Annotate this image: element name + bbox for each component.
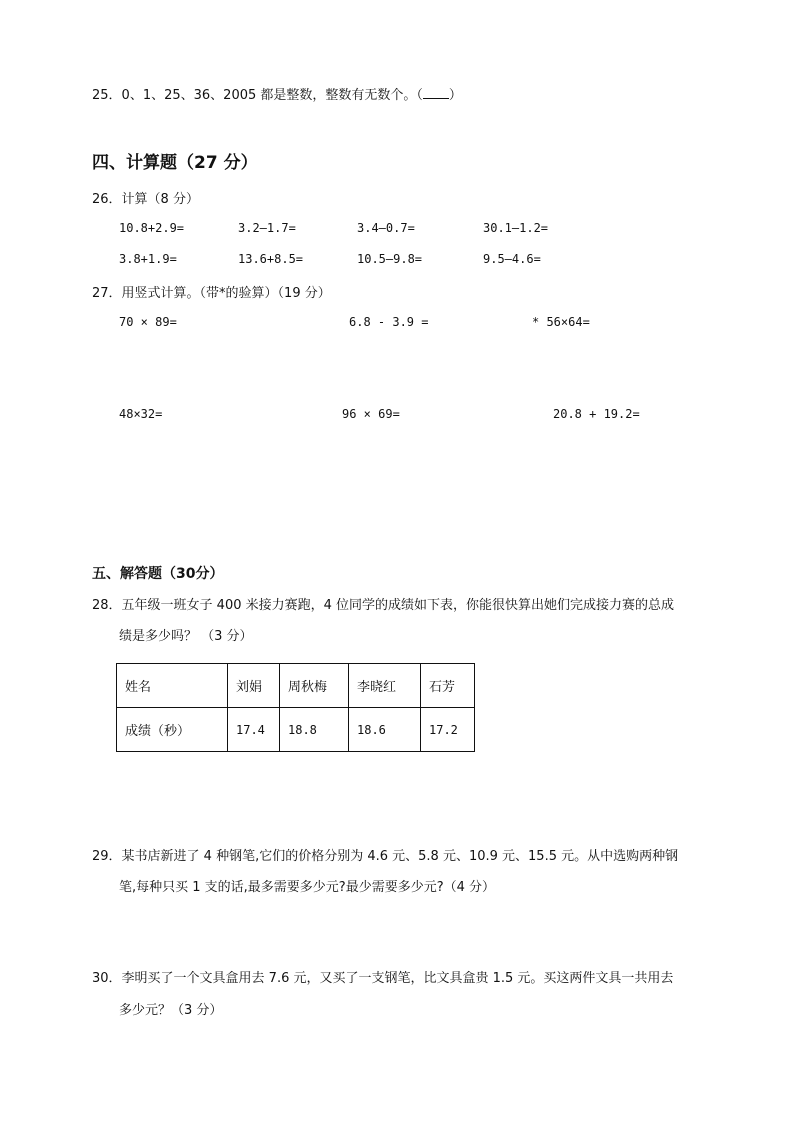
question-30-line2: 多少元？（3 分） — [119, 1003, 223, 1018]
question-25-close: ） — [448, 88, 462, 103]
vertical-calc-item: 96 × 69= — [342, 407, 400, 421]
calc-item: 3.4—0.7= — [357, 221, 415, 235]
calc-item: 30.1—1.2= — [483, 221, 549, 235]
table-header-cell: 刘娟 — [228, 664, 280, 708]
answer-blank[interactable] — [423, 86, 449, 99]
question-25-text: 25．0、1、25、36、2005 都是整数，整数有无数个。（ — [92, 88, 423, 103]
table-row — [117, 664, 475, 708]
question-28-line1: 28．五年级一班女子 400 米接力赛跑，4 位同学的成绩如下表，你能很快算出她们完成接力赛的总成 — [92, 598, 675, 613]
vertical-calc-item: 70 × 89= — [119, 315, 177, 329]
question-30-line1: 30．李明买了一个文具盒用去 7.6 元，又买了一支钢笔，比文具盒贵 1.5 元。买这两件文具一共用去 — [92, 971, 674, 986]
question-28-line2: 绩是多少吗？ （3 分） — [119, 629, 253, 644]
calc-item: 10.8+2.9= — [119, 221, 185, 235]
table-cell: 18.8 — [280, 708, 349, 752]
calc-item: 3.8+1.9= — [119, 252, 177, 266]
score-table — [116, 663, 475, 752]
table-cell: 成绩（秒） — [117, 708, 228, 752]
question-29-line1: 29．某书店新进了 4 种钢笔,它们的价格分别为 4.6 元、5.8 元、10.9 元、15.5 元。从中选购两种钢 — [92, 849, 679, 864]
vertical-calc-item: 6.8 - 3.9 = — [349, 315, 429, 329]
table-header-cell: 周秋梅 — [280, 664, 349, 708]
question-27-label: 27．用竖式计算。（带*的验算）（19 分） — [92, 286, 331, 301]
calc-item: 9.5—4.6= — [483, 252, 541, 266]
table-header-cell: 李晓红 — [349, 664, 421, 708]
question-26-label: 26．计算（8 分） — [92, 192, 199, 207]
table-header-cell: 石芳 — [421, 664, 475, 708]
vertical-calc-item: 48×32= — [119, 407, 163, 421]
vertical-calc-item: * 56×64= — [532, 315, 590, 329]
calc-item: 3.2—1.7= — [238, 221, 296, 235]
table-cell: 17.2 — [421, 708, 475, 752]
vertical-calc-item: 20.8 + 19.2= — [553, 407, 640, 421]
section-4-title: 四、计算题（27 分） — [92, 153, 258, 173]
table-cell: 18.6 — [349, 708, 421, 752]
question-29-line2: 笔,每种只买 1 支的话,最多需要多少元?最少需要多少元?（4 分） — [119, 880, 496, 895]
table-row — [117, 708, 475, 752]
table-header-cell: 姓名 — [117, 664, 228, 708]
question-25 — [92, 84, 462, 103]
table-cell: 17.4 — [228, 708, 280, 752]
section-5-title: 五、解答题（30分） — [92, 566, 224, 582]
calc-item: 10.5—9.8= — [357, 252, 423, 266]
calc-item: 13.6+8.5= — [238, 252, 304, 266]
